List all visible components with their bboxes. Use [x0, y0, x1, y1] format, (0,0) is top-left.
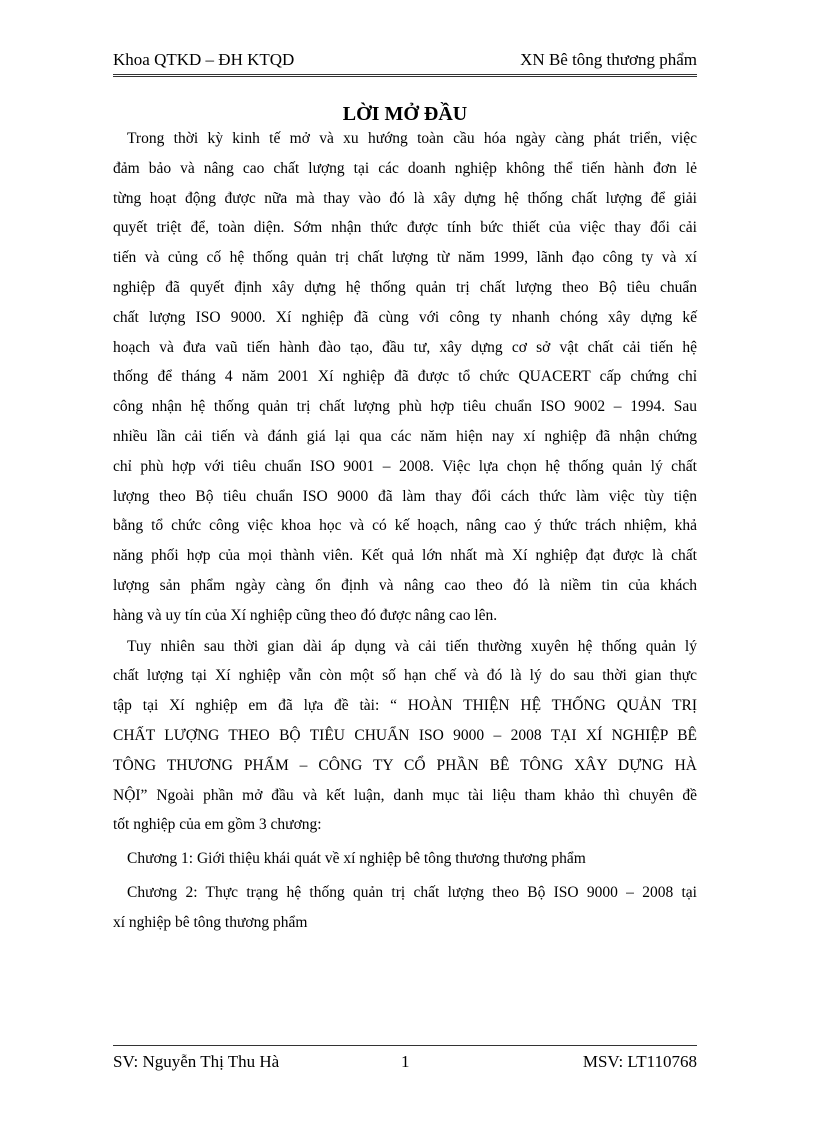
footer-student-id: MSV: LT110768: [582, 1052, 697, 1071]
page-title: LỜI MỞ ĐẦU: [342, 103, 468, 125]
text-line: chất lượng tại Xí nghiệp vẫn còn một số hạn chế và đó là lý do sau thời gian thực: [113, 667, 697, 685]
text-line: tiến và củng cố hệ thống quản trị chất lượng từ năm 1999, lãnh đạo công ty và xí: [113, 249, 697, 267]
text-line: Chương 2: Thực trạng hệ thống quản trị chất lượng theo Bộ ISO 9000 – 2008 tại: [127, 883, 697, 901]
text-line: hàng và uy tín của Xí nghiệp cũng theo đó được nâng cao lên.: [113, 606, 498, 624]
text-line: lượng theo Bộ tiêu chuẩn ISO 9000 đã làm thay đổi cách thức làm việc tùy tiện: [113, 487, 697, 505]
text-line: đảm bảo và nâng cao chất lượng tại các doanh nghiệp không thể tiến hành đơn lẻ: [113, 159, 697, 177]
text-line: Trong thời kỳ kinh tế mở và xu hướng toàn cầu hóa ngày càng phát triển, việc: [127, 130, 697, 147]
header-right: XN Bê tông thương phẩm: [520, 50, 697, 69]
footer-student: SV: Nguyễn Thị Thu Hà: [113, 1052, 280, 1071]
text-line: Tuy nhiên sau thời gian dài áp dụng và cải tiến thường xuyên hệ thống quản lý: [127, 637, 697, 655]
paragraph: [113, 632, 697, 841]
text-line: năng phối hợp của mọi thành viên. Kết quả lớn nhất mà Xí nghiệp đạt được là chất: [113, 547, 697, 565]
text-line: chất lượng ISO 9000. Xí nghiệp đã cùng với công ty nhanh chóng xây dựng kế: [113, 308, 697, 326]
header-left: Khoa QTKD – ĐH KTQD: [113, 50, 295, 69]
page-footer: [113, 1045, 697, 1072]
text-line: nhiều lần cải tiến và đánh giá lại qua các năm hiện nay xí nghiệp đã nhận chứng: [113, 427, 697, 445]
paragraph: [113, 844, 697, 874]
text-line: chỉ phù hợp với tiêu chuẩn ISO 9001 – 2008. Việc lựa chọn hệ thống quản lý chất: [113, 457, 697, 475]
text-line: nghiệp đã quyết định xây dựng hệ thống quản trị chất lượng theo Bộ tiêu chuẩn: [113, 278, 697, 296]
text-line: từng hoạt động được nữa mà thay vào đó là xây dựng hệ thống chất lượng để giải: [113, 189, 697, 207]
text-line: tốt nghiệp của em gồm 3 chương:: [113, 816, 322, 834]
text-line: công nhận hệ thống quản trị chất lượng phù hợp tiêu chuẩn ISO 9002 – 1994. Sau: [113, 398, 697, 416]
paragraph: [113, 878, 697, 938]
paragraph: [113, 124, 697, 631]
text-line: NỘI” Ngoài phần mở đầu và kết luận, danh mục tài liệu tham khảo thì chuyên đề: [113, 786, 697, 804]
text-line: Chương 1: Giới thiệu khái quát về xí nghiệp bê tông thương thương phẩm: [127, 850, 586, 868]
text-line: thống để tháng 4 năm 2001 Xí nghiệp đã được tổ chức QUACERT cấp chứng chỉ: [113, 368, 697, 386]
text-line: xí nghiệp bê tông thương phẩm: [113, 913, 308, 931]
text-line: TÔNG THƯƠNG PHẨM – CÔNG TY CỔ PHẦN BÊ TÔNG XÂY DỰNG HÀ: [113, 756, 697, 774]
text-line: hoạch và đưa vaũ tiến hành đào tạo, đầu tư, xây dựng cơ sở vật chất cải tiến hệ: [113, 338, 697, 356]
page-header: [113, 50, 697, 77]
document-body: [113, 124, 697, 938]
text-line: quyết triệt để, toàn diện. Sớm nhận thức được tính bức thiết của việc thay đổi cải: [113, 219, 697, 237]
text-line: lượng sản phẩm ngày càng ổn định và nâng cao theo đó là niềm tin của khách: [113, 576, 697, 594]
text-line: bằng tổ chức công việc khoa học và có kế hoạch, nâng cao ý thức trách nhiệm, khả: [113, 517, 697, 535]
text-line: tập tại Xí nghiệp em đã lựa đề tài: “ HOÀN THIỆN HỆ THỐNG QUẢN TRỊ: [113, 697, 697, 715]
page-number: 1: [401, 1052, 410, 1071]
text-line: CHẤT LƯỢNG THEO BỘ TIÊU CHUẨN ISO 9000 – 2008 TẠI XÍ NGHIỆP BÊ: [113, 726, 697, 744]
